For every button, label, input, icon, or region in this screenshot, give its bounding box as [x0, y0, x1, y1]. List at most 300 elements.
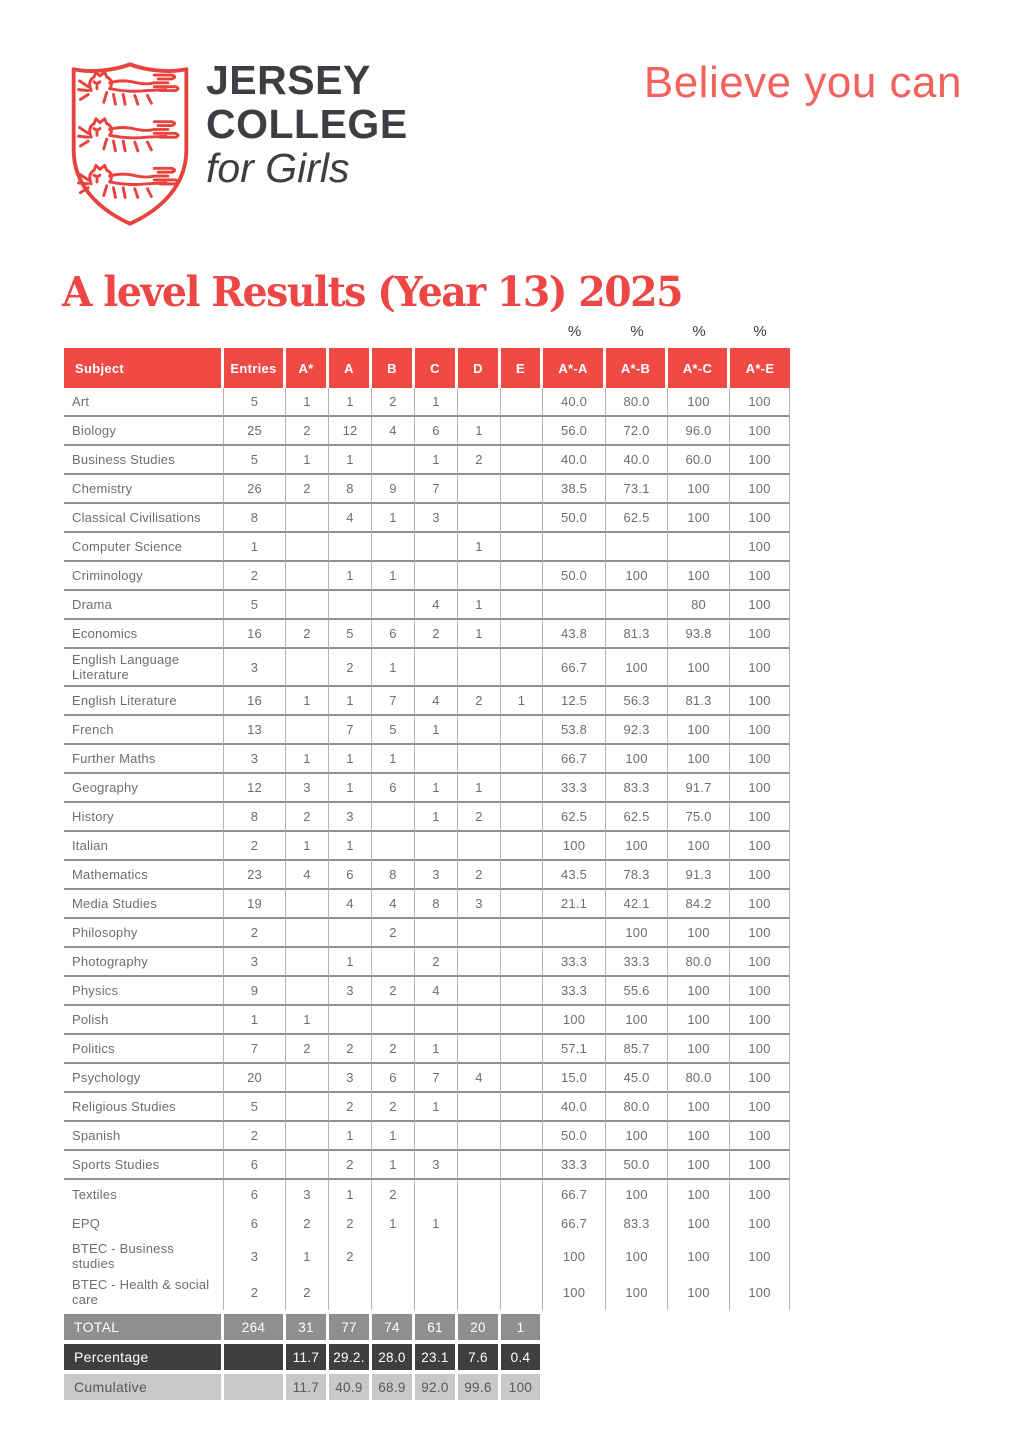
grade-cell: 5: [224, 446, 286, 475]
table-row: [64, 1035, 790, 1064]
grade-cell: [372, 446, 415, 475]
subject-cell: History: [64, 803, 224, 832]
grade-cell: 4: [372, 890, 415, 919]
grade-cell: 62.5: [606, 803, 668, 832]
grade-cell: 1: [224, 533, 286, 562]
grade-cell: 50.0: [606, 1151, 668, 1180]
grade-cell: 2: [458, 861, 501, 890]
grade-cell: 100: [730, 649, 790, 687]
grade-cell: 100: [668, 1238, 730, 1274]
jersey-crest-logo: [62, 56, 198, 234]
summary-value-cell: 100: [501, 1374, 543, 1400]
grade-cell: 3: [224, 745, 286, 774]
grade-cell: 9: [224, 977, 286, 1006]
grade-cell: 1: [329, 948, 372, 977]
grade-cell: [329, 919, 372, 948]
summary-value-cell: 99.6: [458, 1374, 501, 1400]
grade-cell: 45.0: [606, 1064, 668, 1093]
table-row: [64, 890, 790, 919]
grade-cell: [543, 533, 606, 562]
grade-cell: [458, 977, 501, 1006]
grade-cell: 53.8: [543, 716, 606, 745]
subject-cell: Criminology: [64, 562, 224, 591]
grade-cell: 1: [372, 1151, 415, 1180]
grade-cell: 43.5: [543, 861, 606, 890]
summary-blank-cell: [606, 1314, 668, 1340]
grade-cell: [372, 533, 415, 562]
grade-cell: [501, 1093, 543, 1122]
summary-value-cell: 1: [501, 1314, 543, 1340]
grade-cell: [501, 977, 543, 1006]
percent-label: %: [753, 322, 767, 340]
grade-cell: 62.5: [606, 504, 668, 533]
grade-cell: [415, 745, 458, 774]
logo-line-for-girls: for Girls: [206, 145, 350, 191]
table-row: [64, 533, 790, 562]
column-header-cell: A*-A: [543, 348, 606, 388]
grade-cell: 7: [372, 687, 415, 716]
grade-cell: 100: [730, 417, 790, 446]
column-header-cell: C: [415, 348, 458, 388]
grade-cell: 91.7: [668, 774, 730, 803]
grade-cell: [286, 1151, 329, 1180]
grade-cell: [501, 1274, 543, 1310]
column-header-cell: A: [329, 348, 372, 388]
grade-cell: 7: [415, 1064, 458, 1093]
grade-cell: [458, 475, 501, 504]
grade-cell: [458, 919, 501, 948]
grade-cell: [668, 533, 730, 562]
grade-cell: 56.0: [543, 417, 606, 446]
grade-cell: 8: [224, 803, 286, 832]
summary-blank-cell: [668, 1374, 730, 1400]
grade-cell: 2: [329, 1209, 372, 1238]
summary-value-cell: 11.7: [286, 1374, 329, 1400]
grade-cell: 33.3: [606, 948, 668, 977]
grade-cell: 42.1: [606, 890, 668, 919]
subject-cell: Art: [64, 388, 224, 417]
subject-cell: English Language Literature: [64, 649, 224, 687]
grade-cell: [286, 504, 329, 533]
subject-cell: Spanish: [64, 1122, 224, 1151]
grade-cell: [415, 533, 458, 562]
grade-cell: 100: [543, 1238, 606, 1274]
grade-cell: [501, 803, 543, 832]
summary-row-total: [64, 1314, 790, 1340]
grade-cell: 3: [329, 977, 372, 1006]
grade-cell: [501, 562, 543, 591]
grade-cell: [458, 716, 501, 745]
grade-cell: [501, 591, 543, 620]
grade-cell: 2: [286, 1035, 329, 1064]
grade-cell: 55.6: [606, 977, 668, 1006]
subject-cell: Religious Studies: [64, 1093, 224, 1122]
table-row: [64, 388, 790, 417]
grade-cell: 3: [415, 504, 458, 533]
grade-cell: 100: [668, 977, 730, 1006]
table-row: [64, 803, 790, 832]
grade-cell: 100: [668, 504, 730, 533]
grade-cell: [501, 1122, 543, 1151]
grade-cell: 6: [415, 417, 458, 446]
grade-cell: [458, 1006, 501, 1035]
grade-cell: [372, 832, 415, 861]
summary-blank-cell: [730, 1374, 790, 1400]
grade-cell: 7: [224, 1035, 286, 1064]
grade-cell: [501, 1006, 543, 1035]
column-header-cell: B: [372, 348, 415, 388]
grade-cell: 3: [224, 649, 286, 687]
grade-cell: 92.3: [606, 716, 668, 745]
grade-cell: [286, 919, 329, 948]
summary-value-cell: 7.6: [458, 1344, 501, 1370]
grade-cell: 1: [372, 1122, 415, 1151]
logo-line-college: COLLEGE: [206, 101, 408, 147]
table-row: [64, 687, 790, 716]
grade-cell: [501, 948, 543, 977]
column-header-cell: A*-B: [606, 348, 668, 388]
grade-cell: [501, 832, 543, 861]
percent-label: %: [692, 322, 706, 340]
table-row: [64, 745, 790, 774]
grade-cell: 100: [730, 1122, 790, 1151]
grade-cell: 100: [730, 832, 790, 861]
grade-cell: 100: [730, 562, 790, 591]
grade-cell: [458, 832, 501, 861]
grade-cell: 5: [329, 620, 372, 649]
grade-cell: 91.3: [668, 861, 730, 890]
table-row: [64, 591, 790, 620]
table-row: [64, 1006, 790, 1035]
summary-value-cell: 61: [415, 1314, 458, 1340]
grade-cell: 1: [415, 803, 458, 832]
grade-cell: 1: [458, 774, 501, 803]
grade-cell: 2: [415, 620, 458, 649]
grade-cell: [501, 417, 543, 446]
grade-cell: 80.0: [606, 388, 668, 417]
table-row: [64, 861, 790, 890]
grade-cell: 2: [372, 388, 415, 417]
grade-cell: 1: [372, 745, 415, 774]
grade-cell: 100: [730, 774, 790, 803]
grade-cell: 75.0: [668, 803, 730, 832]
grade-cell: 83.3: [606, 774, 668, 803]
grade-cell: 66.7: [543, 1180, 606, 1209]
grade-cell: 100: [730, 1035, 790, 1064]
grade-cell: 1: [286, 1238, 329, 1274]
grade-cell: 3: [458, 890, 501, 919]
grade-cell: [458, 562, 501, 591]
grade-cell: [329, 533, 372, 562]
grade-cell: 33.3: [543, 977, 606, 1006]
grade-cell: 100: [668, 388, 730, 417]
results-table: [64, 348, 790, 1400]
grade-cell: [415, 1180, 458, 1209]
summary-blank-cell: [543, 1374, 606, 1400]
summary-blank-cell: [606, 1374, 668, 1400]
grade-cell: 100: [606, 1006, 668, 1035]
percent-label: %: [630, 322, 644, 340]
grade-cell: [606, 591, 668, 620]
grade-cell: [458, 504, 501, 533]
page-title: A level Results (Year 13) 2025: [62, 268, 683, 316]
grade-cell: 100: [730, 388, 790, 417]
grade-cell: [415, 1122, 458, 1151]
subject-cell: Physics: [64, 977, 224, 1006]
grade-cell: 5: [372, 716, 415, 745]
subject-cell: French: [64, 716, 224, 745]
grade-cell: [286, 649, 329, 687]
grade-cell: 4: [329, 504, 372, 533]
column-header-cell: D: [458, 348, 501, 388]
summary-row-cumulative: [64, 1374, 790, 1400]
grade-cell: 3: [224, 1238, 286, 1274]
summary-value-cell: 20: [458, 1314, 501, 1340]
subject-cell: Media Studies: [64, 890, 224, 919]
grade-cell: 7: [415, 475, 458, 504]
grade-cell: [286, 890, 329, 919]
grade-cell: [415, 1274, 458, 1310]
grade-cell: [501, 919, 543, 948]
grade-cell: 6: [372, 1064, 415, 1093]
grade-cell: [372, 1274, 415, 1310]
grade-cell: 12.5: [543, 687, 606, 716]
grade-cell: [286, 716, 329, 745]
subject-cell: Mathematics: [64, 861, 224, 890]
grade-cell: [501, 774, 543, 803]
grade-cell: 1: [458, 591, 501, 620]
grade-cell: 2: [329, 1238, 372, 1274]
grade-cell: 8: [329, 475, 372, 504]
grade-cell: [501, 620, 543, 649]
grade-cell: 8: [224, 504, 286, 533]
grade-cell: 2: [372, 1180, 415, 1209]
grade-cell: 40.0: [543, 446, 606, 475]
grade-cell: [458, 1209, 501, 1238]
table-row: [64, 948, 790, 977]
summary-value-cell: 28.0: [372, 1344, 415, 1370]
grade-cell: 50.0: [543, 562, 606, 591]
grade-cell: 40.0: [543, 1093, 606, 1122]
grade-cell: 57.1: [543, 1035, 606, 1064]
grade-cell: 33.3: [543, 1151, 606, 1180]
grade-cell: 56.3: [606, 687, 668, 716]
grade-cell: [458, 1122, 501, 1151]
grade-cell: 2: [224, 1122, 286, 1151]
grade-cell: 6: [372, 620, 415, 649]
grade-cell: 1: [224, 1006, 286, 1035]
grade-cell: 100: [730, 948, 790, 977]
grade-cell: 6: [224, 1209, 286, 1238]
grade-cell: [329, 1274, 372, 1310]
grade-cell: 1: [372, 1209, 415, 1238]
grade-cell: 1: [372, 562, 415, 591]
grade-cell: [501, 1151, 543, 1180]
grade-cell: 6: [224, 1151, 286, 1180]
grade-cell: 2: [329, 1151, 372, 1180]
table-header-row: [64, 348, 790, 388]
grade-cell: [501, 1238, 543, 1274]
summary-entries-cell: [224, 1374, 286, 1400]
grade-cell: [501, 1209, 543, 1238]
grade-cell: 2: [329, 649, 372, 687]
table-summary: [64, 1314, 790, 1400]
grade-cell: 66.7: [543, 1209, 606, 1238]
grade-cell: 19: [224, 890, 286, 919]
grade-cell: 100: [730, 1006, 790, 1035]
table-row: [64, 649, 790, 687]
grade-cell: 100: [668, 562, 730, 591]
grade-cell: 100: [543, 832, 606, 861]
table-row: [64, 1274, 790, 1310]
grade-cell: 100: [730, 716, 790, 745]
lion-passant-icon: [79, 72, 179, 104]
grade-cell: [458, 1151, 501, 1180]
grade-cell: 100: [668, 649, 730, 687]
table-row: [64, 832, 790, 861]
summary-value-cell: 29.2.: [329, 1344, 372, 1370]
subject-cell: EPQ: [64, 1209, 224, 1238]
summary-blank-cell: [606, 1344, 668, 1370]
grade-cell: 16: [224, 687, 286, 716]
grade-cell: 85.7: [606, 1035, 668, 1064]
grade-cell: 80: [668, 591, 730, 620]
grade-cell: [415, 562, 458, 591]
grade-cell: 1: [286, 1006, 329, 1035]
grade-cell: 100: [668, 745, 730, 774]
grade-cell: 4: [372, 417, 415, 446]
grade-cell: 8: [372, 861, 415, 890]
grade-cell: [415, 919, 458, 948]
table-row: [64, 1151, 790, 1180]
grade-cell: 83.3: [606, 1209, 668, 1238]
grade-cell: 7: [329, 716, 372, 745]
grade-cell: 4: [415, 591, 458, 620]
grade-cell: 100: [730, 1151, 790, 1180]
grade-cell: 100: [730, 687, 790, 716]
grade-cell: 21.1: [543, 890, 606, 919]
tagline: Believe you can: [643, 58, 962, 107]
grade-cell: [606, 533, 668, 562]
column-header-cell: Entries: [224, 348, 286, 388]
grade-cell: 6: [372, 774, 415, 803]
summary-blank-cell: [543, 1344, 606, 1370]
grade-cell: 3: [415, 861, 458, 890]
column-header-cell: E: [501, 348, 543, 388]
grade-cell: 73.1: [606, 475, 668, 504]
grade-cell: 2: [286, 1209, 329, 1238]
table-row: [64, 417, 790, 446]
grade-cell: 1: [286, 832, 329, 861]
grade-cell: 2: [372, 919, 415, 948]
subject-cell: Psychology: [64, 1064, 224, 1093]
grade-cell: 100: [730, 446, 790, 475]
grade-cell: 26: [224, 475, 286, 504]
grade-cell: 1: [458, 417, 501, 446]
grade-cell: 100: [730, 919, 790, 948]
grade-cell: 80.0: [606, 1093, 668, 1122]
grade-cell: [458, 1180, 501, 1209]
subject-cell: Further Maths: [64, 745, 224, 774]
logo-line-jersey: JERSEY: [206, 57, 371, 103]
table-row: [64, 446, 790, 475]
grade-cell: 1: [329, 446, 372, 475]
table-row: [64, 919, 790, 948]
grade-cell: 1: [415, 388, 458, 417]
grade-cell: [501, 861, 543, 890]
grade-cell: 1: [458, 533, 501, 562]
grade-cell: 4: [329, 890, 372, 919]
grade-cell: 2: [286, 1274, 329, 1310]
grade-cell: [501, 1064, 543, 1093]
grade-cell: [329, 591, 372, 620]
grade-cell: [501, 475, 543, 504]
summary-value-cell: 0.4: [501, 1344, 543, 1370]
subject-cell: BTEC - Health & social care: [64, 1274, 224, 1310]
grade-cell: 50.0: [543, 504, 606, 533]
grade-cell: 38.5: [543, 475, 606, 504]
grade-cell: 12: [329, 417, 372, 446]
column-header-cell: A*-E: [730, 348, 790, 388]
grade-cell: [501, 890, 543, 919]
grade-cell: [372, 948, 415, 977]
grade-cell: 2: [286, 803, 329, 832]
grade-cell: 25: [224, 417, 286, 446]
grade-cell: 2: [224, 562, 286, 591]
grade-cell: [501, 533, 543, 562]
table-row: [64, 977, 790, 1006]
grade-cell: 100: [730, 1209, 790, 1238]
grade-cell: [501, 1035, 543, 1064]
summary-entries-cell: [224, 1344, 286, 1370]
grade-cell: 72.0: [606, 417, 668, 446]
grade-cell: [458, 1035, 501, 1064]
grade-cell: 100: [543, 1006, 606, 1035]
grade-cell: 100: [730, 745, 790, 774]
grade-cell: [286, 562, 329, 591]
grade-cell: 2: [372, 1035, 415, 1064]
grade-cell: 3: [329, 1064, 372, 1093]
grade-cell: 93.8: [668, 620, 730, 649]
grade-cell: 100: [668, 1180, 730, 1209]
grade-cell: 1: [329, 388, 372, 417]
grade-cell: 100: [730, 533, 790, 562]
table-row: [64, 716, 790, 745]
grade-cell: [286, 977, 329, 1006]
grade-cell: 2: [286, 620, 329, 649]
subject-cell: BTEC - Business studies: [64, 1238, 224, 1274]
summary-value-cell: 77: [329, 1314, 372, 1340]
grade-cell: [543, 591, 606, 620]
logo-wordmark: [206, 58, 408, 190]
table-row: [64, 1180, 790, 1209]
subject-cell: Italian: [64, 832, 224, 861]
grade-cell: 100: [606, 745, 668, 774]
grade-cell: [415, 649, 458, 687]
grade-cell: 2: [458, 687, 501, 716]
grade-cell: [458, 649, 501, 687]
grade-cell: 40.0: [606, 446, 668, 475]
summary-row-percentage: [64, 1344, 790, 1370]
summary-value-cell: 40.9: [329, 1374, 372, 1400]
grade-cell: 100: [668, 1274, 730, 1310]
grade-cell: 3: [224, 948, 286, 977]
grade-cell: 5: [224, 1093, 286, 1122]
grade-cell: 3: [286, 774, 329, 803]
grade-cell: 1: [329, 1180, 372, 1209]
table-row: [64, 562, 790, 591]
table-body: [64, 388, 790, 1310]
